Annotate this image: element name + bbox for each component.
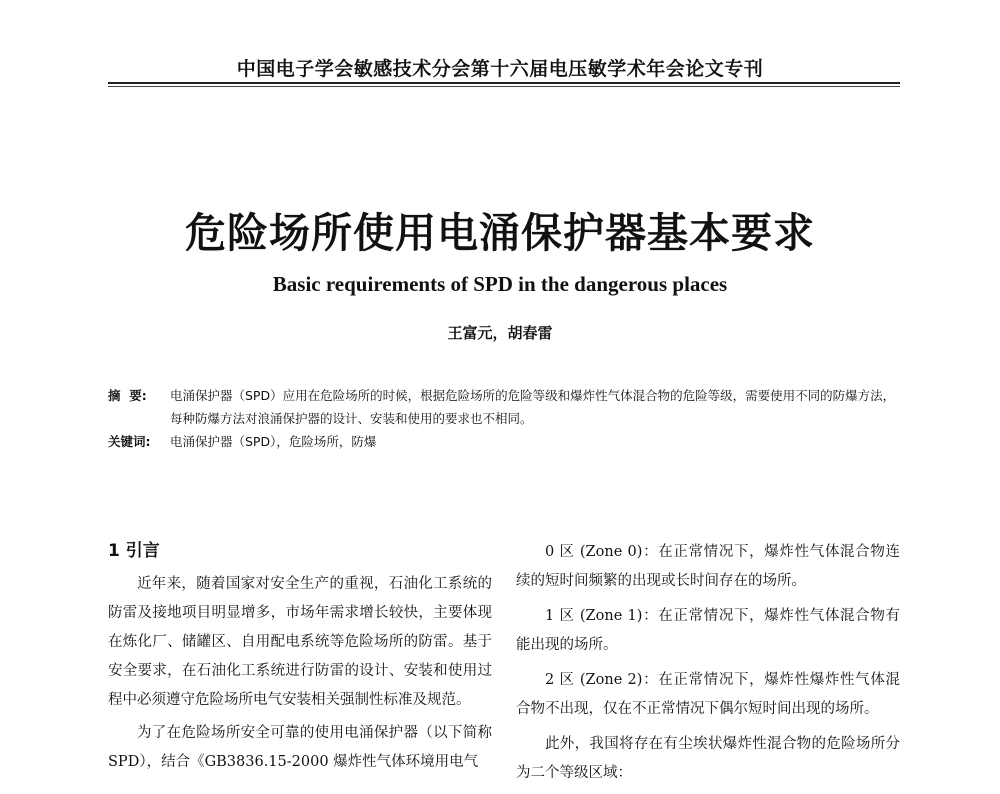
authors: 王富元，胡春雷 xyxy=(447,324,553,342)
paper-title-english: Basic requirements of SPD in the dangerous places xyxy=(272,272,728,296)
left-column xyxy=(108,538,492,781)
keywords-row xyxy=(108,430,900,453)
keywords-text: 电涌保护器（SPD），危险场所，防爆 xyxy=(170,434,377,449)
paragraph-zone-2: 2 区 (Zone 2)：在正常情况下，爆炸性爆炸性气体混合物不出现，仅在不正常情况下偶尔短时间出现的场所。 xyxy=(516,672,900,717)
section-heading-introduction: 1 引言 xyxy=(108,541,160,561)
abstract-block xyxy=(108,384,900,453)
paragraph: 近年来，随着国家对安全生产的重视，石油化工系统的防雷及接地项目明显增多，市场年需求增长较快，主要体现在炼化厂、储罐区、自用配电系统等危险场所的防雷。基于安全要求，在石油化工系统进行防雷的设计、安装和使用过程中必须遵守危险场所电气安装相关强制性标准及规范。 xyxy=(108,576,492,708)
header-rule-thin xyxy=(108,86,900,87)
paragraph: 为了在危险场所安全可靠的使用电涌保护器（以下简称 SPD），结合《GB3836.15-2000 爆炸性气体环境用电气 xyxy=(108,725,492,770)
abstract-label: 摘 要: xyxy=(108,388,147,403)
journal-header: 中国电子学会敏感技术分会第十六届电压敏学术年会论文专刊 xyxy=(236,58,764,80)
right-column xyxy=(516,538,900,794)
paragraph-dust-zones: 此外，我国将存在有尘埃状爆炸性混合物的危险场所分为二个等级区域： xyxy=(516,736,900,781)
header-rule xyxy=(108,82,900,84)
paper-title-chinese: 危险场所使用电涌保护器基本要求 xyxy=(185,209,815,257)
paragraph-zone-1: 1 区 (Zone 1)：在正常情况下，爆炸性气体混合物有能出现的场所。 xyxy=(516,608,900,653)
abstract-text: 电涌保护器（SPD）应用在危险场所的时候，根据危险场所的危险等级和爆炸性气体混合物的危险等级，需要使用不同的防爆方法，每种防爆方法对浪涌保护器的设计、安装和使用的要求也不相同。 xyxy=(170,388,896,426)
paragraph-zone-0: 0 区 (Zone 0)：在正常情况下，爆炸性气体混合物连续的短时间频繁的出现或长时间存在的场所。 xyxy=(516,544,900,589)
abstract-row xyxy=(108,384,900,430)
keywords-label: 关键词: xyxy=(108,434,151,449)
